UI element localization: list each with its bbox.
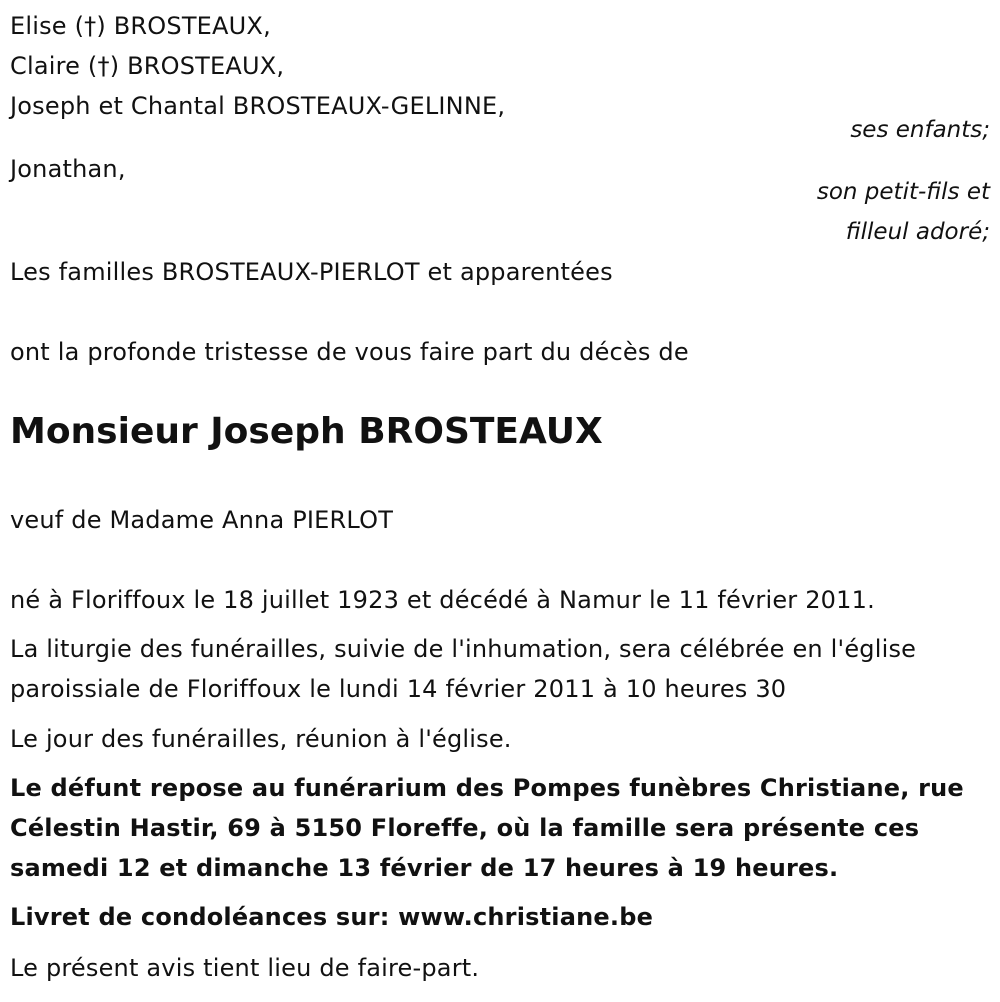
child-claire: Claire (†) BROSTEAUX, — [10, 52, 285, 80]
child-joseph-chantal: Joseph et Chantal BROSTEAUX-GELINNE, — [10, 92, 506, 120]
meeting-line: Le jour des funérailles, réunion à l'église. — [10, 725, 512, 753]
birth-death-line: né à Floriffoux le 18 juillet 1923 et décédé à Namur le 11 février 2011. — [10, 586, 875, 614]
funerarium-line-1: Le défunt repose au funérarium des Pompes funèbres Christiane, rue — [10, 774, 964, 802]
liturgy-line-2: paroissiale de Floriffoux le lundi 14 février 2011 à 10 heures 30 — [10, 675, 787, 703]
funerarium-line-3: samedi 12 et dimanche 13 février de 17 heures à 19 heures. — [10, 854, 839, 882]
funerarium-line-2: Célestin Hastir, 69 à 5150 Floreffe, où la famille sera présente ces — [10, 814, 920, 842]
children-role: ses enfants; — [850, 117, 990, 143]
child-elise: Elise (†) BROSTEAUX, — [10, 12, 271, 40]
announcement-line: ont la profonde tristesse de vous faire part du décès de — [10, 338, 689, 366]
grandson-name: Jonathan, — [10, 155, 126, 183]
families-line: Les familles BROSTEAUX-PIERLOT et apparentées — [10, 258, 613, 286]
grandson-role-line1: son petit-fils et — [816, 179, 990, 205]
deceased-name: Monsieur Joseph BROSTEAUX — [10, 411, 603, 452]
liturgy-line-1: La liturgie des funérailles, suivie de l'inhumation, sera célébrée en l'église — [10, 635, 917, 663]
grandson-role-line2: filleul adoré; — [845, 219, 990, 245]
condolences-line: Livret de condoléances sur: www.christiane.be — [10, 903, 654, 931]
widower-line: veuf de Madame Anna PIERLOT — [10, 506, 394, 534]
notice-line: Le présent avis tient lieu de faire-part. — [10, 954, 480, 982]
